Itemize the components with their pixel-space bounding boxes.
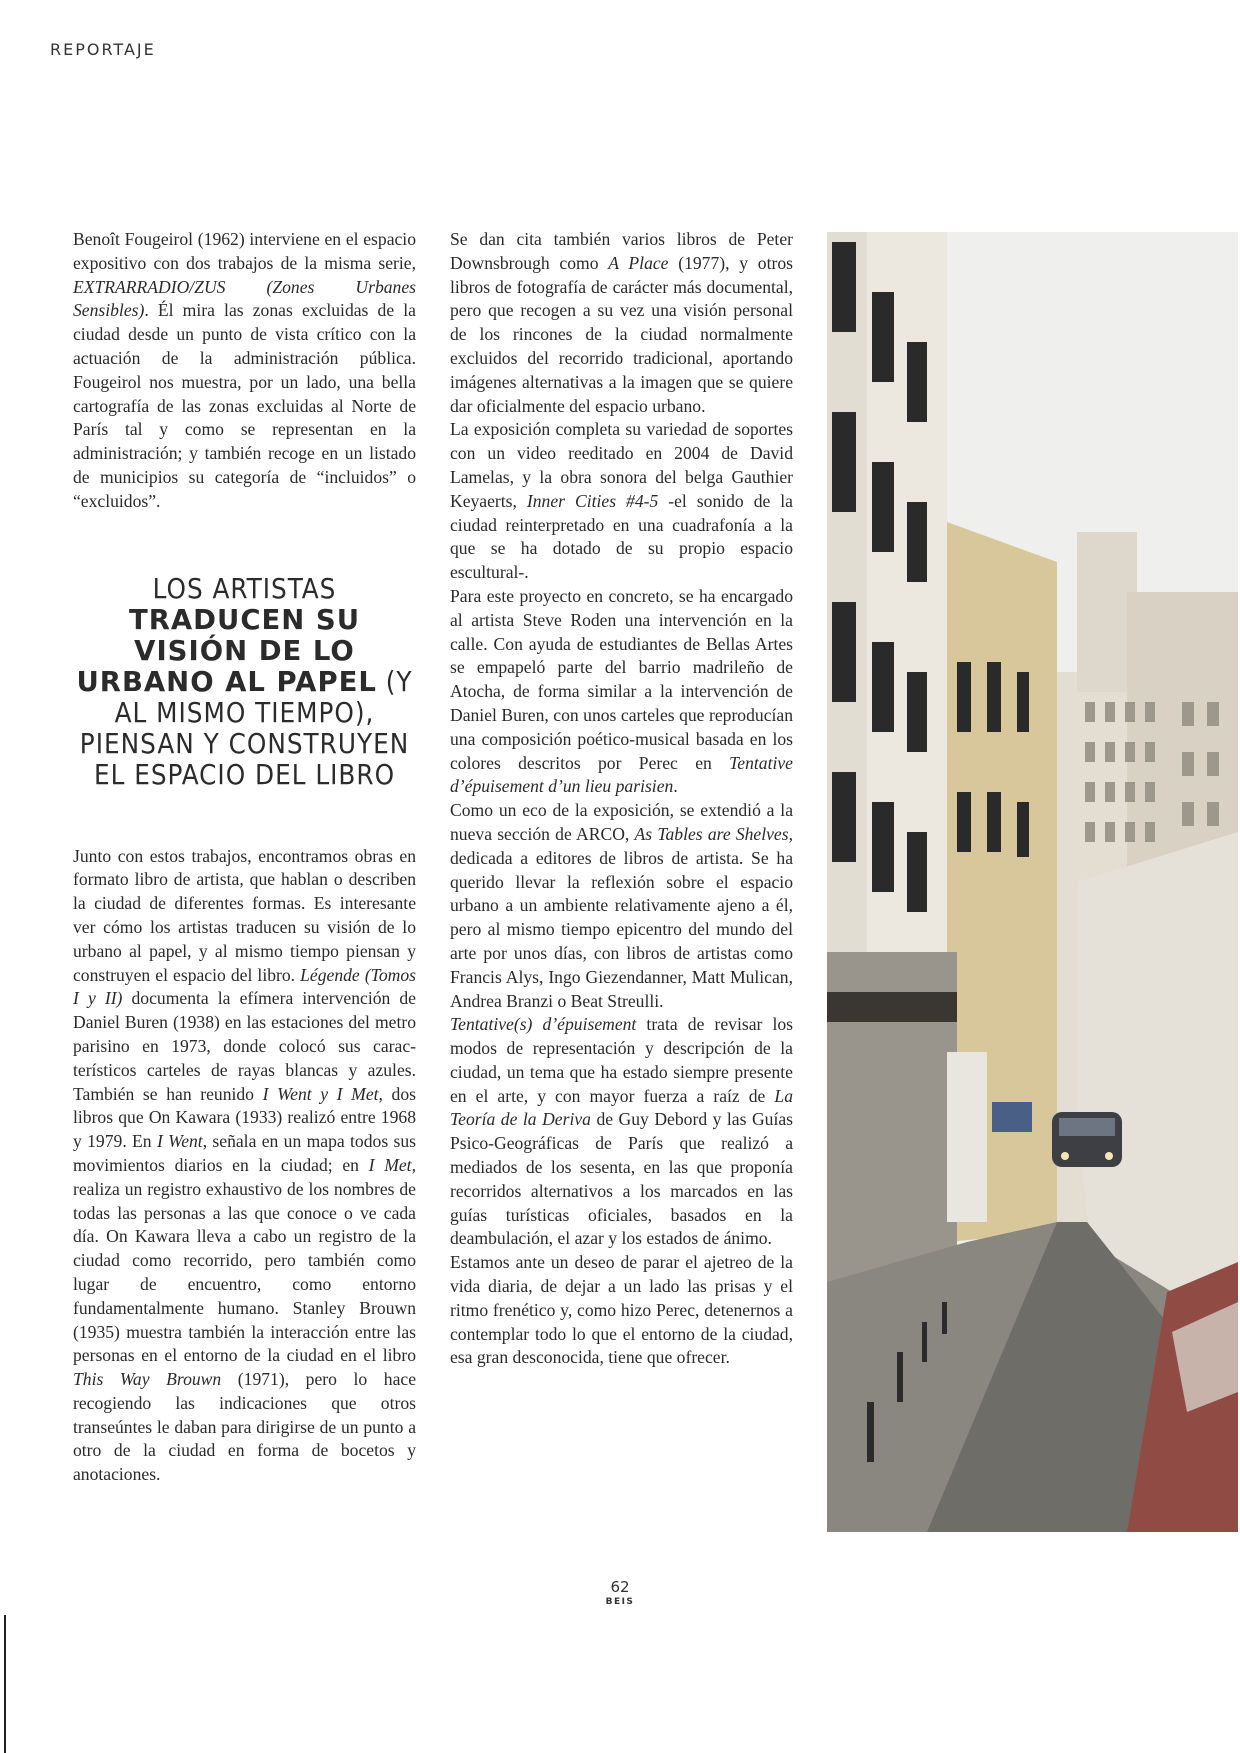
text-run: La exposición completa su variedad de soportes con un video reeditado en 2004 de David Lamelas, y la obra sonora del belga Gauthier Keyaerts, (450, 419, 793, 511)
text-run: . (673, 776, 678, 797)
middle-paragraph-3 (450, 585, 793, 799)
italic-title: Inner Cities #4-5 (526, 490, 659, 511)
text-run: Se dan cita también varios libros de Peter Downsbrough como (450, 229, 793, 273)
page-number: 62 (610, 1578, 630, 1596)
middle-paragraph-6 (450, 1251, 793, 1370)
text-run: (1971), pero lo hace recogiendo las indicaciones que otros transeúntes le daban para dirigirse de un punto a otro de la ciudad en forma de bocetos y anotaciones. (73, 1369, 416, 1485)
italic-title: La Teoría de la Deriva (450, 1085, 793, 1130)
street-photo (827, 232, 1238, 1532)
text-run: , realiza un registro exhaustivo de los nombres de todas las personas a las que conoce o ve cada día. On Kawara lleva a cabo un registro de la ciudad como recorrido, pero también como lugar de encuentro, como entorno fundamentalmente humano. Stanley Brouwn (1935) muestra también la interacción entre las personas en el entorno de la ciudad en el libro (73, 1154, 416, 1366)
italic-title: A Place (608, 252, 669, 273)
text-run: . Él mira las zonas excluidas de la ciudad desde un punto de vista crítico con la actuación de la administración pública. Fougeirol nos muestra, por un lado, una bella cartografía de las zonas excluidas al Norte de París tal y como se representan en la administración; y también recoge en un listado de municipios su categoría de “incluidos” o “excluidos”. (73, 300, 416, 511)
italic-title: EXTRARRADIO/ZUS (Zones Urbanes Sensibles) (73, 276, 416, 321)
middle-paragraph-5 (450, 1013, 793, 1251)
text-run: (1977), y otros libros de fotografía de carácter más documental, pero que recogen a su vez una visión personal de los rincones de la ciudad normalmente excluidos del recorrido tradicional, aportando imágenes alternativas a la imagen que se quiere dar oficialmente del espacio urbano. (450, 252, 793, 416)
text-run: , dedicada a editores de libros de artista. Se ha querido llevar la reflexión sobre el espacio urbano a un ambiente relativamente ajeno a él, pero al mismo tiempo epicentro del mundo del arte por unos días, con libros de artistas como Francis Alys, Ingo Giezendanner, Matt Mulican, Andrea Branzi o Beat Streulli. (450, 823, 793, 1011)
middle-paragraph-2 (450, 418, 793, 585)
text-run: Estamos ante un deseo de parar el ajetreo de la vida diaria, de dejar a un lado las prisas y el ritmo frenético y, como hizo Perec, detenernos a contemplar todo lo que el entorno de la ciudad, esa gran desconocida, tiene que ofrecer. (450, 1252, 793, 1368)
pullquote-bold: TRADUCEN SU VISIÓN DE LO URBANO AL PAPEL (76, 603, 377, 698)
middle-paragraph-4 (450, 799, 793, 1013)
text-run: -el sonido de la ciudad reinterpretado en una cuadrafonía a la que se ha dotado de su propio espacio escultural-. (450, 490, 793, 583)
left-column (73, 228, 416, 1487)
left-paragraph-1 (73, 228, 416, 514)
text-run: Para este proyecto en concreto, se ha encargado al artista Steve Roden una intervención en la calle. Con ayuda de estudiantes de Bellas Artes se empapeló parte del barrio madrileño de Atocha, de forma similar a la intervención de Daniel Buren, con unos carteles que reproducían una composición poético-musical basada en los colores descritos por Perec en (450, 585, 793, 773)
text-run: , señala en un mapa todos sus movimientos diarios en la ciudad; en (73, 1131, 416, 1175)
pullquote-tail: (Y AL MISMO TIEMPO), PIENSAN Y CONSTRUYEN EL ESPACIO DEL LIBRO (79, 665, 413, 791)
italic-title: Légende (Tomos I y II) (73, 964, 416, 1009)
italic-title: This Way Brouwn (73, 1369, 222, 1390)
pull-quote (73, 574, 416, 791)
magazine-name: BEIS (605, 1597, 635, 1607)
text-run: trata de revisar los modos de representación y descripción de la ciudad, un tema que ha estado siempre presente en el arte, y con mayor fuerza a raíz de (450, 1014, 793, 1106)
italic-title: Tentative d’épuisement d’un lieu parisien (450, 752, 793, 797)
italic-title: As Tables are Shelves (634, 823, 789, 844)
text-run: Benoît Fougeirol (1962) interviene en el espacio expositivo con dos trabajos de la misma serie, (73, 229, 416, 273)
left-paragraph-2 (73, 845, 416, 1488)
text-run: de Guy Debord y las Guías Psico-Geográficas de París que realizó a mediados de los sesenta, en las que proponía recorridos alternativos a los marcados en las guías turísticas oficiales, basados en la deambulación, el azar y los estados de ánimo. (450, 1109, 793, 1249)
italic-title: Tentative(s) d’épuisement (450, 1014, 637, 1035)
text-run: Junto con estos trabajos, encontramos obras en formato libro de artista, que hablan o describen la ciudad de diferentes formas. Es interesante ver cómo los artistas traducen su visión de lo urbano al papel, y al mismo tiempo piensan y construyen el espacio del libro. (73, 845, 416, 985)
italic-title: I Met (368, 1154, 412, 1175)
pullquote-lead: LOS ARTISTAS (152, 572, 337, 605)
section-label: REPORTAJE (50, 40, 156, 59)
text-run: , dos libros que On Kawara (1933) realizó entre 1968 y 1979. En (73, 1083, 416, 1152)
text-run: documenta la efímera intervención de Daniel Buren (1938) en las estaciones del metro parisino en 1973, donde colocó sus característicos carteles de rayas blancas y azules. También se han reunido (73, 988, 416, 1104)
middle-column (450, 228, 793, 1370)
italic-title: I Went y I Met (262, 1083, 379, 1104)
street-photo-icon (827, 232, 1238, 1532)
scan-edge-line (4, 1615, 6, 1753)
middle-paragraph-1 (450, 228, 793, 418)
italic-title: I Went (156, 1131, 203, 1152)
text-run: Como un eco de la exposición, se extendió a la nueva sección de ARCO, (450, 800, 793, 844)
